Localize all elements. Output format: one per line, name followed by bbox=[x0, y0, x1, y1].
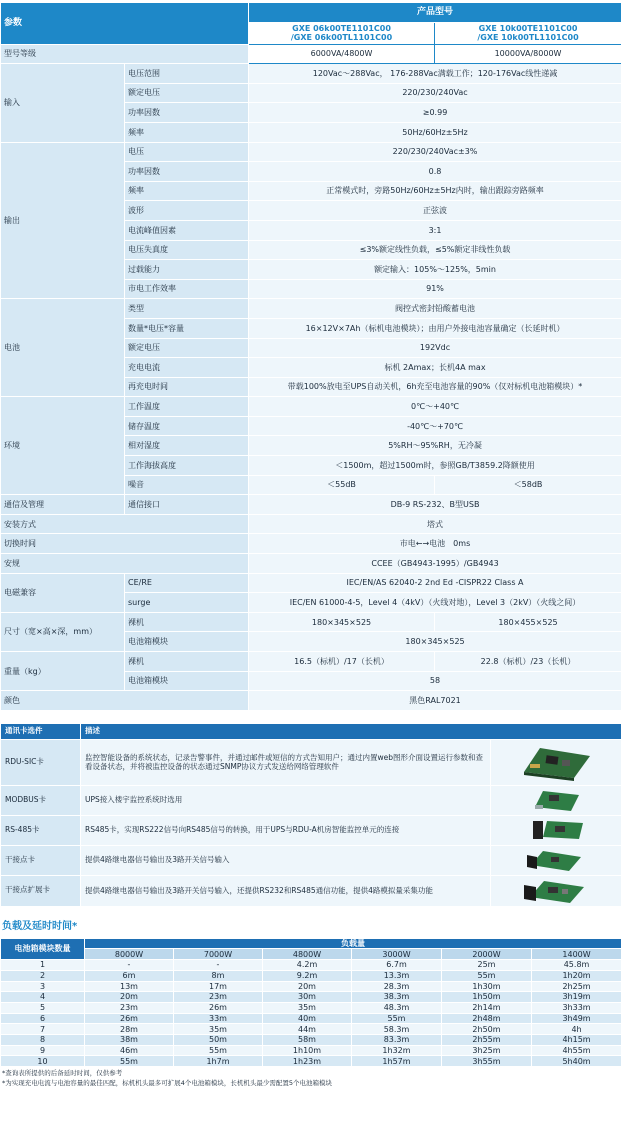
runtime-cell: 44m bbox=[263, 1024, 352, 1035]
card-row bbox=[1, 845, 621, 875]
header-model: 产品型号 bbox=[249, 3, 621, 23]
runtime-cell: 35m bbox=[263, 1002, 352, 1013]
runtime-cell: 1h10m bbox=[263, 1045, 352, 1056]
runtime-cell: 58m bbox=[263, 1034, 352, 1045]
spec-value: 91% bbox=[249, 279, 621, 299]
runtime-cell: 1h50m bbox=[442, 992, 532, 1003]
runtime-cell: 8m bbox=[174, 970, 263, 981]
runtime-cell: 4h55m bbox=[532, 1045, 621, 1056]
runtime-cell: 4h15m bbox=[532, 1034, 621, 1045]
runtime-row bbox=[1, 1056, 621, 1067]
spec-row bbox=[1, 495, 621, 515]
group-size: 尺寸（宽×高×深，mm） bbox=[1, 612, 125, 651]
header-param: 参数 bbox=[1, 3, 249, 45]
spec-value: 0℃～+40℃ bbox=[249, 397, 621, 417]
spec-value: 120Vac～288Vac， 176-288Vac满载工作；120-176Vac线性递减 bbox=[249, 64, 621, 84]
spec-value: CCEE（GB4943-1995）/GB4943 bbox=[249, 554, 621, 574]
runtime-cell: 5h40m bbox=[532, 1056, 621, 1067]
runtime-cell: 3h25m bbox=[442, 1045, 532, 1056]
spec-value: -40℃～+70℃ bbox=[249, 416, 621, 436]
card-name: 干接点卡 bbox=[1, 845, 81, 875]
spec-table bbox=[0, 2, 621, 711]
spec-row bbox=[1, 612, 621, 632]
runtime-cell: 46m bbox=[85, 1045, 174, 1056]
spec-row bbox=[1, 534, 621, 554]
runtime-cell: 13.3m bbox=[352, 970, 442, 981]
runtime-cell: 2h25m bbox=[532, 981, 621, 992]
weight-bare-a: 16.5（标机）/17（长机） bbox=[249, 652, 435, 672]
runtime-row bbox=[1, 1045, 621, 1056]
size-bare-b: 180×455×525 bbox=[435, 612, 621, 632]
spec-key: 电压失真度 bbox=[125, 240, 249, 260]
runtime-module-count: 3 bbox=[1, 981, 85, 992]
spec-value: 市电←→电池 0ms bbox=[249, 534, 621, 554]
spec-row bbox=[1, 691, 621, 711]
spec-value: DB-9 RS-232、B型USB bbox=[249, 495, 621, 515]
spec-key: 噪音 bbox=[125, 475, 249, 495]
footnote: *为实现充电电流与电池容量的最佳匹配，标机机头最多可扩展4个电池箱模块，长机机头最少需配置5个电池箱模块 bbox=[2, 1078, 333, 1087]
load-header: 4800W bbox=[263, 949, 352, 960]
card-desc: 提供4路继电器信号输出及3路开关信号输入，还提供RS232和RS485通信功能，提供4路模拟量采集功能 bbox=[81, 875, 491, 906]
spec-key: 电压 bbox=[125, 142, 249, 162]
runtime-cell: 58.3m bbox=[352, 1024, 442, 1035]
runtime-cell: 20m bbox=[85, 992, 174, 1003]
card-image-cell bbox=[491, 815, 621, 845]
spec-value: ≥0.99 bbox=[249, 103, 621, 123]
cards-table bbox=[0, 723, 621, 907]
spec-key: 额定电压 bbox=[125, 338, 249, 358]
runtime-module-count: 1 bbox=[1, 960, 85, 971]
card-desc: RS485卡，实现RS222信号向RS485信号的转换，用于UPS与RDU-A机房智能监控单元的连接 bbox=[81, 815, 491, 845]
spec-value: 黑色RAL7021 bbox=[249, 691, 621, 711]
cards-header-desc: 描述 bbox=[81, 723, 621, 739]
spec-key: 安装方式 bbox=[1, 514, 249, 534]
runtime-cell: 1h20m bbox=[532, 970, 621, 981]
runtime-cell: 1h7m bbox=[174, 1056, 263, 1067]
runtime-cell: 45.8m bbox=[532, 960, 621, 971]
card-name: MODBUS卡 bbox=[1, 785, 81, 815]
runtime-cell: 23m bbox=[174, 992, 263, 1003]
spec-value: 标机 2Amax；长机4A max bbox=[249, 358, 621, 378]
card-name: RDU-SIC卡 bbox=[1, 739, 81, 785]
load-header: 7000W bbox=[174, 949, 263, 960]
model-b-line2: /GXE 10k00TL1101C00 bbox=[477, 33, 579, 43]
spec-key: 波形 bbox=[125, 201, 249, 221]
spec-key: surge bbox=[125, 593, 249, 613]
runtime-cell: 28.3m bbox=[352, 981, 442, 992]
spec-header-row bbox=[1, 3, 621, 23]
spec-row bbox=[1, 299, 621, 319]
spec-key: 裸机 bbox=[125, 652, 249, 672]
spec-key: 功率因数 bbox=[125, 162, 249, 182]
spec-row bbox=[1, 514, 621, 534]
spec-key: 数量*电压*容量 bbox=[125, 318, 249, 338]
runtime-cell: 1h32m bbox=[352, 1045, 442, 1056]
cards-header-name: 通讯卡选件 bbox=[1, 723, 81, 739]
load-header: 8000W bbox=[85, 949, 174, 960]
runtime-header-row bbox=[1, 938, 621, 949]
runtime-cell: 26m bbox=[85, 1013, 174, 1024]
card-row bbox=[1, 875, 621, 906]
runtime-cell: 17m bbox=[174, 981, 263, 992]
runtime-cell: 20m bbox=[263, 981, 352, 992]
runtime-cell: 55m bbox=[442, 970, 532, 981]
load-header: 1400W bbox=[532, 949, 621, 960]
runtime-cell: 1h57m bbox=[352, 1056, 442, 1067]
card-name: 干接点扩展卡 bbox=[1, 875, 81, 906]
runtime-cell: 40m bbox=[263, 1013, 352, 1024]
spec-key: 通信接口 bbox=[125, 495, 249, 515]
spec-value: 带载100%放电至UPS自动关机，6h充至电池容量的90%（仅对标机电池箱模块）* bbox=[249, 377, 621, 397]
runtime-cell: 23m bbox=[85, 1002, 174, 1013]
model-a-line1: GXE 06k00TE1101C00 bbox=[292, 23, 391, 33]
runtime-load-row bbox=[1, 949, 621, 960]
level-row bbox=[1, 44, 621, 64]
spec-key: 裸机 bbox=[125, 612, 249, 632]
runtime-row bbox=[1, 960, 621, 971]
noise-a: ＜55dB bbox=[249, 475, 435, 495]
spec-key: 过载能力 bbox=[125, 260, 249, 280]
runtime-cell: 35m bbox=[174, 1024, 263, 1035]
group-emc: 电磁兼容 bbox=[1, 573, 125, 612]
runtime-row bbox=[1, 1034, 621, 1045]
group-env: 环境 bbox=[1, 397, 125, 495]
spec-key: 工作海拔高度 bbox=[125, 456, 249, 476]
spec-key: 再充电时间 bbox=[125, 377, 249, 397]
spec-row bbox=[1, 142, 621, 162]
runtime-cell: 2h55m bbox=[442, 1034, 532, 1045]
spec-value: 正常模式时，旁路50Hz/60Hz±5Hz内时，输出跟踪旁路频率 bbox=[249, 181, 621, 201]
runtime-cell: 50m bbox=[174, 1034, 263, 1045]
level-a: 6000VA/4800W bbox=[249, 44, 435, 64]
footnotes bbox=[0, 1069, 621, 1089]
runtime-cell: 3h19m bbox=[532, 992, 621, 1003]
runtime-cell: 13m bbox=[85, 981, 174, 992]
runtime-row bbox=[1, 1002, 621, 1013]
spec-value: ＜1500m，超过1500m时，参照GB/T3859.2降额使用 bbox=[249, 456, 621, 476]
spec-row bbox=[1, 652, 621, 672]
runtime-cell: 6m bbox=[85, 970, 174, 981]
runtime-cell: 4h bbox=[532, 1024, 621, 1035]
card-row bbox=[1, 739, 621, 785]
load-header: 3000W bbox=[352, 949, 442, 960]
runtime-cell: 2h48m bbox=[442, 1013, 532, 1024]
runtime-cell: 28m bbox=[85, 1024, 174, 1035]
spec-value: ≤3%额定线性负载，≤5%额定非线性负载 bbox=[249, 240, 621, 260]
spec-value: 192Vdc bbox=[249, 338, 621, 358]
spec-key: 电池箱模块 bbox=[125, 632, 249, 652]
spec-key: 频率 bbox=[125, 181, 249, 201]
runtime-cell: 55m bbox=[174, 1045, 263, 1056]
card-row bbox=[1, 815, 621, 845]
runtime-row bbox=[1, 992, 621, 1003]
group-comm: 通信及管理 bbox=[1, 495, 125, 515]
runtime-cell: 55m bbox=[85, 1056, 174, 1067]
runtime-cell: 2h14m bbox=[442, 1002, 532, 1013]
runtime-cell: 33m bbox=[174, 1013, 263, 1024]
model-a bbox=[249, 22, 435, 44]
runtime-cell: 6.7m bbox=[352, 960, 442, 971]
spec-key: 切换时间 bbox=[1, 534, 249, 554]
runtime-module-count: 5 bbox=[1, 1002, 85, 1013]
spec-key: 储存温度 bbox=[125, 416, 249, 436]
runtime-cell: 48.3m bbox=[352, 1002, 442, 1013]
runtime-cell: 3h55m bbox=[442, 1056, 532, 1067]
card-image-cell bbox=[491, 845, 621, 875]
noise-b: ＜58dB bbox=[435, 475, 621, 495]
runtime-row bbox=[1, 970, 621, 981]
level-b: 10000VA/8000W bbox=[435, 44, 621, 64]
spec-key: 类型 bbox=[125, 299, 249, 319]
spec-value: IEC/EN 61000-4-5，Level 4（4kV）（火线对地），Level 3（2kV）（火线之间） bbox=[249, 593, 621, 613]
spec-key: 市电工作效率 bbox=[125, 279, 249, 299]
spec-key: 充电电流 bbox=[125, 358, 249, 378]
spec-key: 频率 bbox=[125, 122, 249, 142]
runtime-row bbox=[1, 1024, 621, 1035]
rs485-card-icon bbox=[521, 817, 591, 843]
model-b bbox=[435, 22, 621, 44]
runtime-module-count: 8 bbox=[1, 1034, 85, 1045]
rdu-sic-card-icon bbox=[516, 742, 596, 782]
spec-key: 电池箱模块 bbox=[125, 671, 249, 691]
card-desc: UPS接入楼宇监控系统时选用 bbox=[81, 785, 491, 815]
load-header: 2000W bbox=[442, 949, 532, 960]
runtime-cell: 83.3m bbox=[352, 1034, 442, 1045]
size-bare-a: 180×345×525 bbox=[249, 612, 435, 632]
footnote: *查询表所提供的后备延时时间，仅供参考 bbox=[2, 1069, 123, 1078]
group-input: 输入 bbox=[1, 64, 125, 142]
runtime-module-count: 6 bbox=[1, 1013, 85, 1024]
card-desc: 提供4路继电器信号输出及3路开关信号输入 bbox=[81, 845, 491, 875]
spec-key: 电压范围 bbox=[125, 64, 249, 84]
spec-value: 阀控式密封铅酸蓄电池 bbox=[249, 299, 621, 319]
runtime-cell: 2h50m bbox=[442, 1024, 532, 1035]
spec-value: 180×345×525 bbox=[249, 632, 621, 652]
runtime-row bbox=[1, 1013, 621, 1024]
card-image-cell bbox=[491, 875, 621, 906]
spec-value: 220/230/240Vac±3% bbox=[249, 142, 621, 162]
runtime-cell: 55m bbox=[352, 1013, 442, 1024]
runtime-cell: 3h49m bbox=[532, 1013, 621, 1024]
spec-value: 0.8 bbox=[249, 162, 621, 182]
dry-contact-ext-card-icon bbox=[520, 877, 592, 905]
runtime-cell: 38m bbox=[85, 1034, 174, 1045]
spec-value: 220/230/240Vac bbox=[249, 83, 621, 103]
card-row bbox=[1, 785, 621, 815]
runtime-cell: 1h23m bbox=[263, 1056, 352, 1067]
spec-row bbox=[1, 573, 621, 593]
runtime-cell: 1h30m bbox=[442, 981, 532, 992]
spec-value: IEC/EN/AS 62040-2 2nd Ed -CISPR22 Class A bbox=[249, 573, 621, 593]
runtime-col-load: 负载量 bbox=[85, 938, 621, 949]
weight-bare-b: 22.8（标机）/23（长机） bbox=[435, 652, 621, 672]
runtime-cell: 38.3m bbox=[352, 992, 442, 1003]
runtime-title: 负载及延时时间* bbox=[2, 920, 78, 932]
spec-key: 功率因数 bbox=[125, 103, 249, 123]
group-battery: 电池 bbox=[1, 299, 125, 397]
spec-key: 相对湿度 bbox=[125, 436, 249, 456]
model-a-line2: /GXE 06k00TL1101C00 bbox=[290, 33, 393, 43]
level-label: 型号等级 bbox=[1, 44, 249, 64]
spec-value: 3:1 bbox=[249, 220, 621, 240]
group-output: 输出 bbox=[1, 142, 125, 299]
runtime-module-count: 10 bbox=[1, 1056, 85, 1067]
runtime-module-count: 9 bbox=[1, 1045, 85, 1056]
spec-key: 颜色 bbox=[1, 691, 249, 711]
cards-header-row bbox=[1, 723, 621, 739]
runtime-row bbox=[1, 981, 621, 992]
spec-value: 正弦波 bbox=[249, 201, 621, 221]
runtime-module-count: 7 bbox=[1, 1024, 85, 1035]
card-name: RS-485卡 bbox=[1, 815, 81, 845]
runtime-cell: 25m bbox=[442, 960, 532, 971]
runtime-module-count: 2 bbox=[1, 970, 85, 981]
runtime-cell: 30m bbox=[263, 992, 352, 1003]
group-weight: 重量（kg） bbox=[1, 652, 125, 691]
spec-key: 额定电压 bbox=[125, 83, 249, 103]
runtime-cell: 4.2m bbox=[263, 960, 352, 971]
spec-value: 16×12V×7Ah（标机电池模块）；由用户外接电池容量确定（长延时机） bbox=[249, 318, 621, 338]
runtime-col-modules: 电池箱模块数量 bbox=[1, 938, 85, 959]
model-b-line1: GXE 10k00TE1101C00 bbox=[478, 23, 578, 33]
dry-contact-card-icon bbox=[521, 847, 591, 873]
spec-row bbox=[1, 397, 621, 417]
card-desc: 监控智能设备的系统状态，记录告警事件，并通过邮件或短信的方式告知用户；通过内置web图形介面设置运行参数和查看设备状态，并将被监控设备的状态通过SNMP协议方式发送给网络管理软件 bbox=[81, 739, 491, 785]
spec-value: 塔式 bbox=[249, 514, 621, 534]
runtime-cell: 9.2m bbox=[263, 970, 352, 981]
runtime-cell: 3h33m bbox=[532, 1002, 621, 1013]
runtime-cell: - bbox=[85, 960, 174, 971]
spec-row bbox=[1, 64, 621, 84]
runtime-cell: - bbox=[174, 960, 263, 971]
card-image-cell bbox=[491, 739, 621, 785]
runtime-table bbox=[0, 938, 621, 1067]
runtime-module-count: 4 bbox=[1, 992, 85, 1003]
spec-value: 额定输入：105%～125%，5min bbox=[249, 260, 621, 280]
modbus-card-icon bbox=[521, 787, 591, 813]
spec-key: 工作温度 bbox=[125, 397, 249, 417]
spec-row bbox=[1, 554, 621, 574]
spec-value: 50Hz/60Hz±5Hz bbox=[249, 122, 621, 142]
spec-value: 5%RH～95%RH，无冷凝 bbox=[249, 436, 621, 456]
spec-key: 安规 bbox=[1, 554, 249, 574]
spec-key: CE/RE bbox=[125, 573, 249, 593]
card-image-cell bbox=[491, 785, 621, 815]
spec-value: 58 bbox=[249, 671, 621, 691]
runtime-cell: 26m bbox=[174, 1002, 263, 1013]
runtime-body bbox=[1, 960, 621, 1067]
spec-key: 电流峰值因素 bbox=[125, 220, 249, 240]
